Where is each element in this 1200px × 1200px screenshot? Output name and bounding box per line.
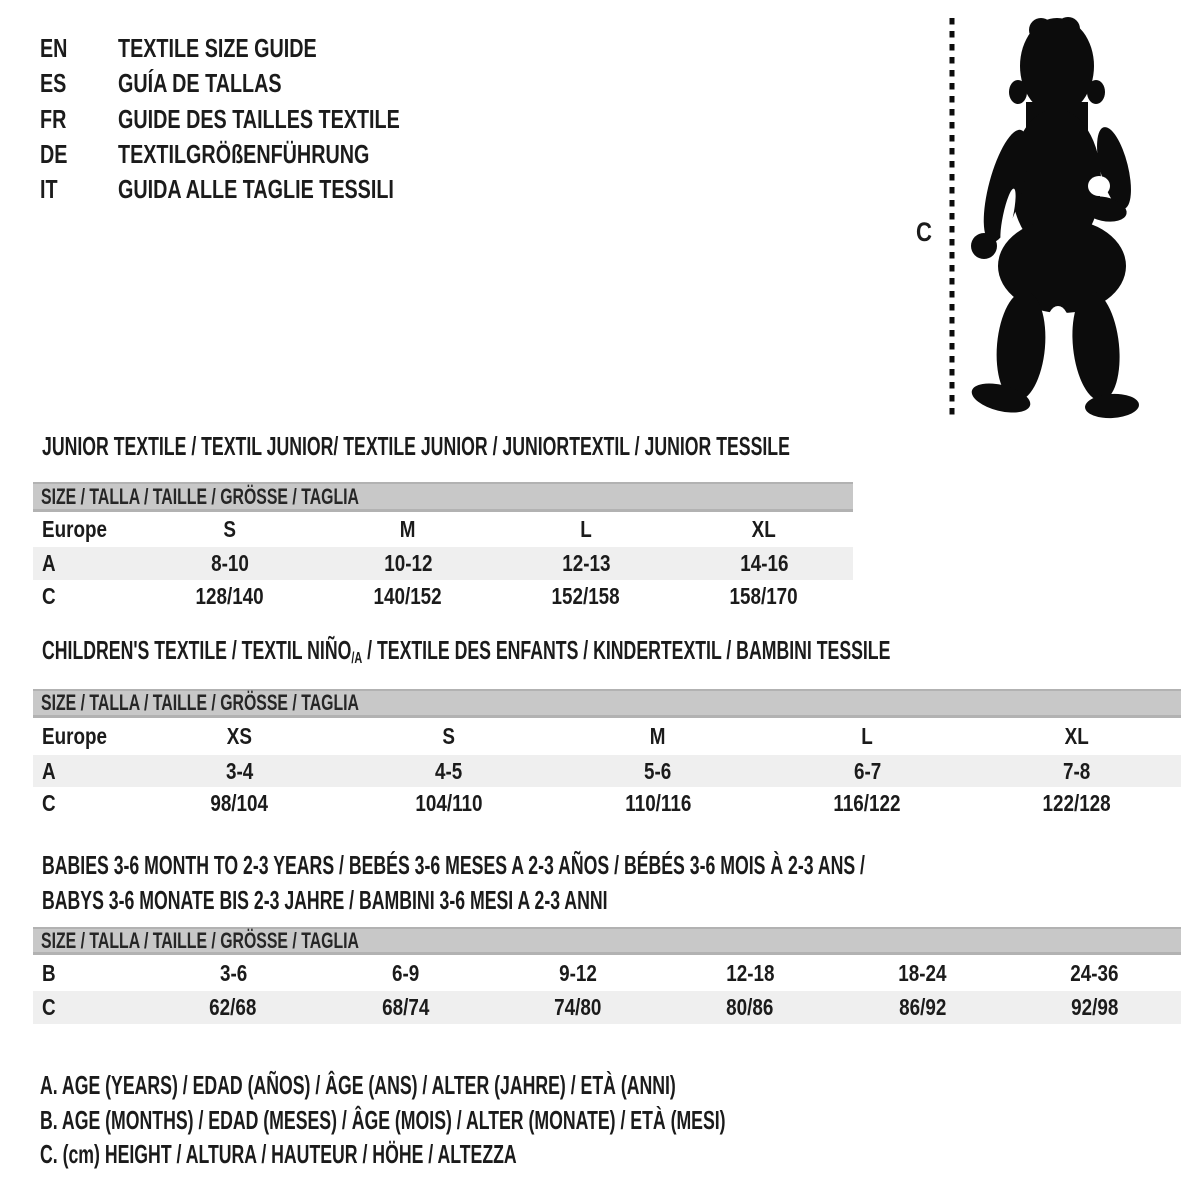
row-label-cell: C — [42, 790, 56, 816]
value-cell: 18-24 — [898, 959, 947, 986]
legend-line: A. AGE (YEARS) / EDAD (AÑOS) / ÂGE (ANS) / ALTER (JAHRE) / ETÀ (ANNI) — [40, 1070, 676, 1100]
junior-section-title: JUNIOR TEXTILE / TEXTIL JUNIOR/ TEXTILE JUNIOR / JUNIORTEXTIL / JUNIOR TESSILE — [42, 431, 790, 461]
row-label-cell: C — [42, 994, 56, 1020]
row-label-cell: B — [42, 959, 56, 986]
value-cell: 104/110 — [415, 790, 483, 816]
babies-section-title: BABIES 3-6 MONTH TO 2-3 YEARS / BEBÉS 3-6 MESES A 2-3 AÑOS / BÉBÉS 3-6 MOIS À 2-3 ANS / BABYS 3-6 MONATE BIS 2-3 JAHRE / BAMBINI 3-6 MESI A 2-3 ANNI — [42, 850, 865, 915]
value-cell: 122/128 — [1042, 790, 1111, 816]
value-cell: 3-4 — [225, 757, 254, 784]
language-title: TEXTILGRÖßENFÜHRUNG — [118, 138, 370, 169]
row-label-cell: Europe — [42, 516, 107, 542]
language-title: GUIDA ALLE TAGLIE TESSILI — [118, 174, 394, 205]
table-row — [33, 787, 1181, 820]
table-row — [33, 580, 853, 613]
value-cell: 80/86 — [726, 994, 774, 1020]
value-cell: L — [580, 516, 592, 542]
junior-size-header-bar: SIZE / TALLA / TAILLE / GRÖSSE / TAGLIA — [33, 482, 853, 512]
value-cell: 140/152 — [373, 583, 443, 609]
value-cell: 92/98 — [1071, 994, 1119, 1020]
table-row — [33, 955, 1181, 991]
value-cell: 12-13 — [561, 550, 611, 576]
value-cell: S — [223, 516, 237, 542]
babies-size-header-bar: SIZE / TALLA / TAILLE / GRÖSSE / TAGLIA — [33, 927, 1181, 955]
value-cell: 7-8 — [1062, 757, 1091, 784]
value-cell: 110/116 — [624, 790, 692, 816]
value-cell: XL — [751, 516, 777, 542]
value-cell: 158/170 — [729, 583, 799, 609]
value-cell: 98/104 — [210, 790, 269, 816]
children-size-header-bar: SIZE / TALLA / TAILLE / GRÖSSE / TAGLIA — [33, 689, 1181, 718]
table-row — [33, 512, 853, 547]
value-cell: 9-12 — [558, 959, 597, 986]
table-row — [33, 547, 853, 580]
language-title: TEXTILE SIZE GUIDE — [118, 33, 317, 63]
value-cell: 24-36 — [1070, 959, 1119, 986]
language-row — [40, 172, 489, 207]
value-cell: 86/92 — [898, 994, 947, 1020]
row-label-cell: C — [42, 583, 56, 609]
language-title: GUIDE DES TAILLES TEXTILE — [118, 103, 400, 134]
value-cell: M — [650, 723, 666, 749]
value-cell: 4-5 — [435, 757, 463, 784]
value-cell: 116/122 — [833, 790, 901, 816]
value-cell: XL — [1064, 723, 1089, 749]
value-cell: 3-6 — [219, 959, 247, 986]
table-row — [33, 991, 1181, 1024]
row-label-cell: A — [42, 550, 56, 576]
language-code: EN — [40, 33, 68, 63]
row-label-cell: A — [42, 757, 56, 784]
value-cell: 10-12 — [383, 550, 433, 576]
value-cell: 62/68 — [209, 994, 257, 1020]
language-row — [40, 102, 489, 137]
measurement-legend — [40, 1068, 1048, 1172]
value-cell: 128/140 — [195, 583, 265, 609]
language-row — [40, 137, 489, 172]
language-row — [40, 31, 489, 66]
value-cell: M — [400, 516, 416, 542]
value-cell: 74/80 — [554, 994, 602, 1020]
value-cell: L — [861, 723, 873, 749]
value-cell: 152/158 — [551, 583, 621, 609]
value-cell: 5-6 — [644, 757, 672, 784]
value-cell: 8-10 — [211, 550, 249, 576]
legend-line: B. AGE (MONTHS) / EDAD (MESES) / ÂGE (MOIS) / ALTER (MONATE) / ETÀ (MESI) — [40, 1104, 726, 1135]
value-cell: 6-9 — [391, 959, 420, 986]
toddler-silhouette — [900, 10, 1140, 420]
value-cell: 6-7 — [853, 757, 881, 784]
table-row — [33, 718, 1181, 755]
table-row — [33, 755, 1181, 787]
value-cell: 14-16 — [739, 550, 789, 576]
language-code: IT — [40, 174, 58, 205]
language-code: DE — [40, 138, 68, 169]
value-cell: 12-18 — [726, 959, 775, 986]
language-header — [40, 31, 489, 207]
children-section-title: CHILDREN'S TEXTILE / TEXTIL NIÑO/A / TEXTILE DES ENFANTS / KINDERTEXTIL / BAMBINI TESSILE — [42, 635, 891, 667]
value-cell: 68/74 — [381, 994, 430, 1020]
height-measure-label: C — [916, 217, 932, 247]
language-code: ES — [40, 68, 67, 99]
value-cell: XS — [227, 723, 253, 749]
row-label-cell: Europe — [42, 723, 107, 749]
language-code: FR — [40, 103, 67, 134]
legend-line: C. (cm) HEIGHT / ALTURA / HAUTEUR / HÖHE / ALTEZZA — [40, 1139, 517, 1170]
language-title: GUÍA DE TALLAS — [118, 68, 282, 99]
value-cell: S — [442, 723, 456, 749]
language-row — [40, 66, 489, 101]
